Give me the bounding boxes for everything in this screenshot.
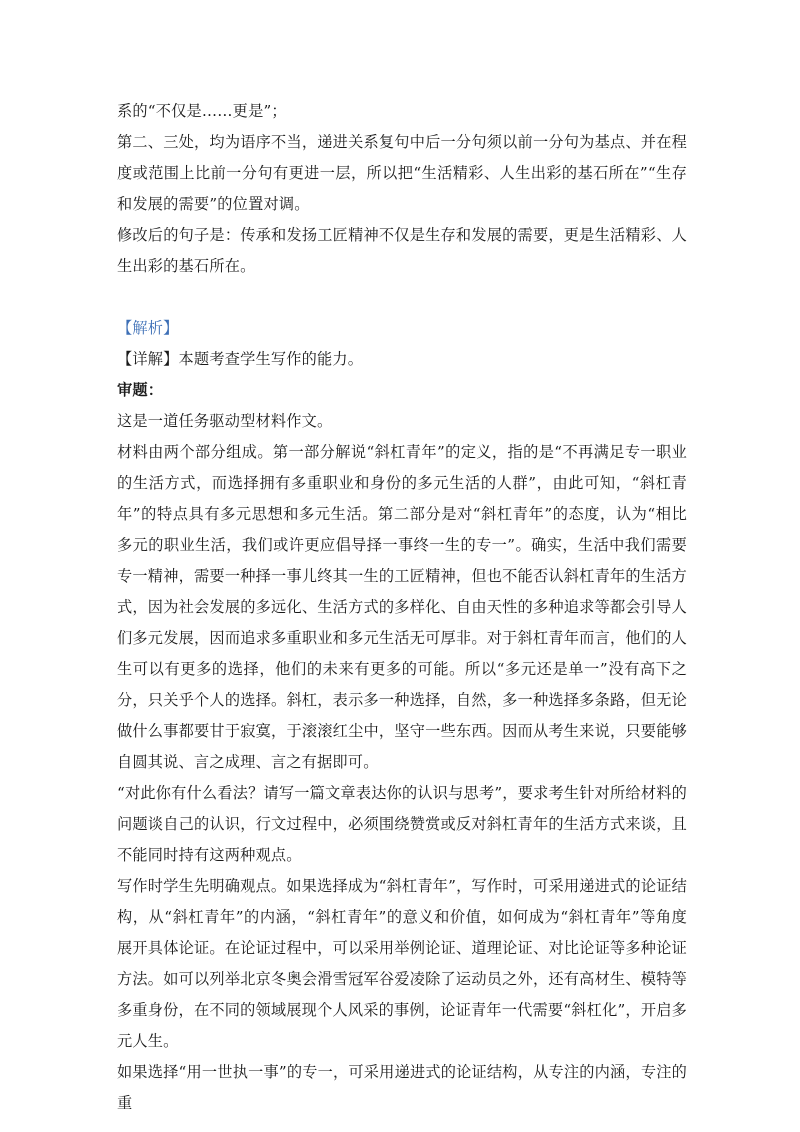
body-paragraph-3: “对此你有什么看法？请写一篇文章表达你的认识与思考”，要求考生针对所给材料的问题谈自己的认识，行文过程中，必须围绕赞赏或反对斜杠青年的生活方式来谈，且不能同时持有这两种观点。 [117,784,687,864]
body-paragraph-1: 这是一道任务驱动型材料作文。 [117,412,333,430]
body-paragraph-4: 写作时学生先明确观点。如果选择成为“斜杠青年”，写作时，可采用递进式的论证结构，从“斜杠青年”的内涵，“斜杠青年”的意义和价值，如何成为“斜杠青年”等角度展开具体论证。在论证过程中，可以采用举例论证、道理论证、对比论证等多种论证方法。如可以列举北京冬奥会滑雪冠军谷爱凌除了运动员之外，还有高材生、模特等多重身份，在不同的领域展现个人风采的事例，论证青年一代需要“斜杠化”，开启多元人生。 [117,877,687,1050]
review-heading: 审题： [117,381,164,399]
detail-line: 【详解】本题考查学生写作的能力。 [117,350,364,368]
document-content [117,96,687,1119]
analysis-label: 【解析】 [117,319,179,337]
body-paragraph-5: 如果选择“用一世执一事”的专一，可采用递进式的论证结构，从专注的内涵，专注的重 [117,1063,687,1112]
text-paragraph-revised-sentence: 修改后的句子是：传承和发扬工匠精神不仅是生存和发展的需要，更是生活精彩、人生出彩的基石所在。 [117,226,687,275]
body-paragraph-2: 材料由两个部分组成。第一部分解说“斜杠青年”的定义，指的是“不再满足专一职业的生活方式，而选择拥有多重职业和身份的多元生活的人群”，由此可知，“斜杠青年”的特点具有多元思想和多元生活。第二部分是对“斜杠青年”的态度，认为“相比多元的职业生活，我们或许更应倡导择一事终一生的专一”。确实，生活中我们需要专一精神，需要一种择一事儿终其一生的工匠精神，但也不能否认斜杠青年的生活方式，因为社会发展的多远化、生活方式的多样化、自由天性的多种追求等都会引导人们多元发展，因而追求多重职业和多元生活无可厚非。对于斜杠青年而言，他们的人生可以有更多的选择，他们的未来有更多的可能。所以“多元还是单一”没有高下之分，只关乎个人的选择。斜杠，表示多一种选择，自然，多一种选择多条路，但无论做什么事都要甘于寂寞，于滚滚红尘中，坚守一些东西。因而从考生来说，只要能够自圆其说、言之成理、言之有据即可。 [117,443,687,771]
text-line-1: 系的“不仅是……更是”； [117,102,287,120]
spacer [117,282,687,313]
text-paragraph-word-order: 第二、三处，均为语序不当，递进关系复句中后一分句须以前一分句为基点、并在程度或范围上比前一分句有更进一层，所以把“生活精彩、人生出彩的基石所在”“生存和发展的需要”的位置对调。 [117,133,687,213]
